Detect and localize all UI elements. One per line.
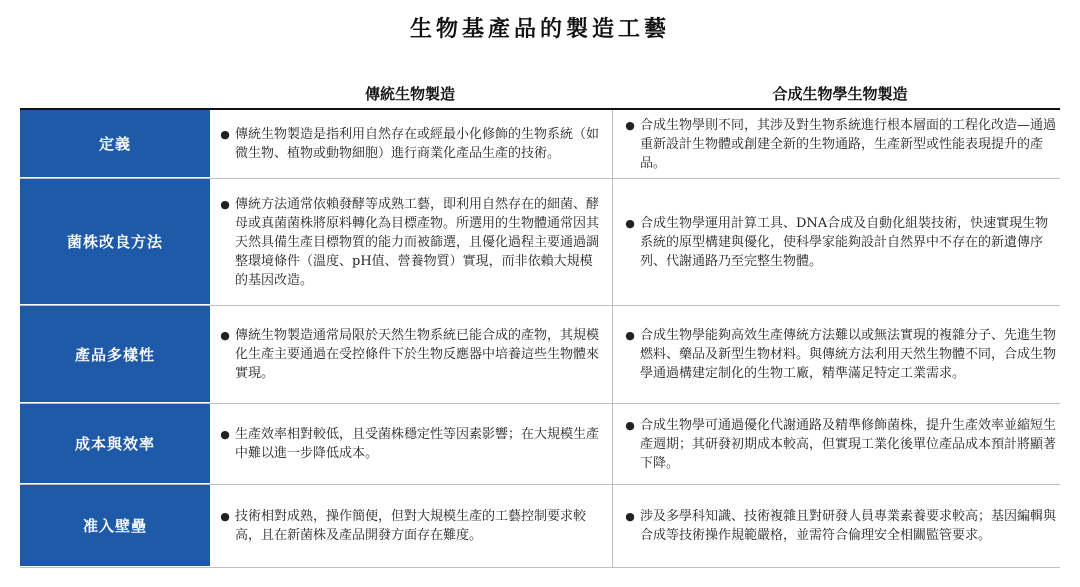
column-divider [612,179,613,305]
cell-text: 傳統生物製造是指利用自然存在或經最小化修飾的生物系統（如微生物、植物或動物細胞）進行商業化產品生產的技術。 [235,127,600,161]
bullet-dot-icon: ● [220,329,230,342]
cell-synthetic [620,110,1060,178]
row-label-entry-barrier: 准入壁壘 [20,485,210,567]
column-divider [612,485,613,567]
comparison-table [20,80,1060,568]
cell-synthetic [620,179,1060,305]
cell-synthetic [620,485,1060,567]
table-row [20,485,1060,568]
cell-traditional [215,404,605,484]
column-divider [612,404,613,484]
row-label-product-diversity: 產品多樣性 [20,306,210,403]
cell-traditional [215,485,605,567]
column-header-traditional: 傳統生物製造 [364,85,455,103]
row-label-definition: 定義 [20,110,210,178]
table-header [20,80,1060,110]
bullet-dot-icon: ● [220,510,230,523]
cell-text: 傳統生物製造通常局限於天然生物系統已能合成的產物，其規模化生產主要通過在受控條件下於生物反應器中培養這些生物體來實現。 [235,328,600,381]
table-row [20,404,1060,485]
row-label-strain-improvement: 菌株改良方法 [20,179,210,305]
cell-synthetic [620,404,1060,484]
bullet-dot-icon: ● [625,118,635,132]
bullet-dot-icon: ● [625,329,635,342]
column-divider [612,110,613,178]
bullet-dot-icon: ● [220,128,230,141]
table-row [20,306,1060,404]
cell-text: 合成生物學運用計算工具、DNA合成及自動化組裝技術，快速實現生物系統的原型構建與優化，使科學家能夠設計自然界中不存在的新遺傳序列、代謝通路乃至完整生物體。 [640,215,1049,269]
cell-text: 技術相對成熟，操作簡便，但對大規模生產的工藝控制要求較高，且在新菌株及產品開發方面存在難度。 [235,509,587,543]
row-label-cost-efficiency: 成本與效率 [20,404,210,484]
table-row [20,179,1060,306]
cell-text: 合成生物學可通過優化代謝通路及精準修飾菌株，提升生產效率並縮短生產週期；其研發初期成本較高，但實現工業化後單位產品成本預計將顯著下降。 [640,417,1057,471]
table-row [20,110,1060,179]
cell-text: 傳統方法通常依賴發酵等成熟工藝，即利用自然存在的細菌、酵母或真菌菌株將原料轉化為目標產物。所選用的生物體通常因其天然具備生產目標物質的能力而被篩選，且優化過程主要通過調整環境條件（溫度、pH值、營養物質）實現，而非依賴大規模的基因改造。 [235,196,600,288]
cell-text: 合成生物學則不同，其涉及對生物系統進行根本層面的工程化改造—通過重新設計生物體或創建全新的生物通路，生產新型或性能表現提升的產品。 [640,117,1057,171]
cell-synthetic [620,306,1060,403]
bullet-dot-icon: ● [220,197,230,211]
column-divider [612,306,613,403]
bullet-dot-icon: ● [625,510,635,523]
cell-traditional [215,110,605,178]
cell-text: 合成生物學能夠高效生產傳統方法難以或無法實現的複雜分子、先進生物燃料、藥品及新型生物材料。與傳統方法利用天然生物體不同，合成生物學通過構建定制化的生物工廠，精準滿足特定工業需求。 [640,328,1057,381]
column-header-synthetic: 合成生物學生物製造 [772,85,908,103]
cell-traditional [215,306,605,403]
bullet-dot-icon: ● [625,216,635,230]
bullet-dot-icon: ● [220,428,230,441]
cell-text: 涉及多學科知識、技術複雜且對研發人員專業素養要求較高；基因編輯與合成等技術操作規範嚴格，並需符合倫理安全相關監管要求。 [640,509,1057,543]
cell-text: 生產效率相對較低，且受菌株穩定性等因素影響；在大規模生產中難以進一步降低成本。 [235,427,600,461]
cell-traditional [215,179,605,305]
bullet-dot-icon: ● [625,418,635,432]
page-title: 生物基產品的製造工藝 [409,16,670,42]
